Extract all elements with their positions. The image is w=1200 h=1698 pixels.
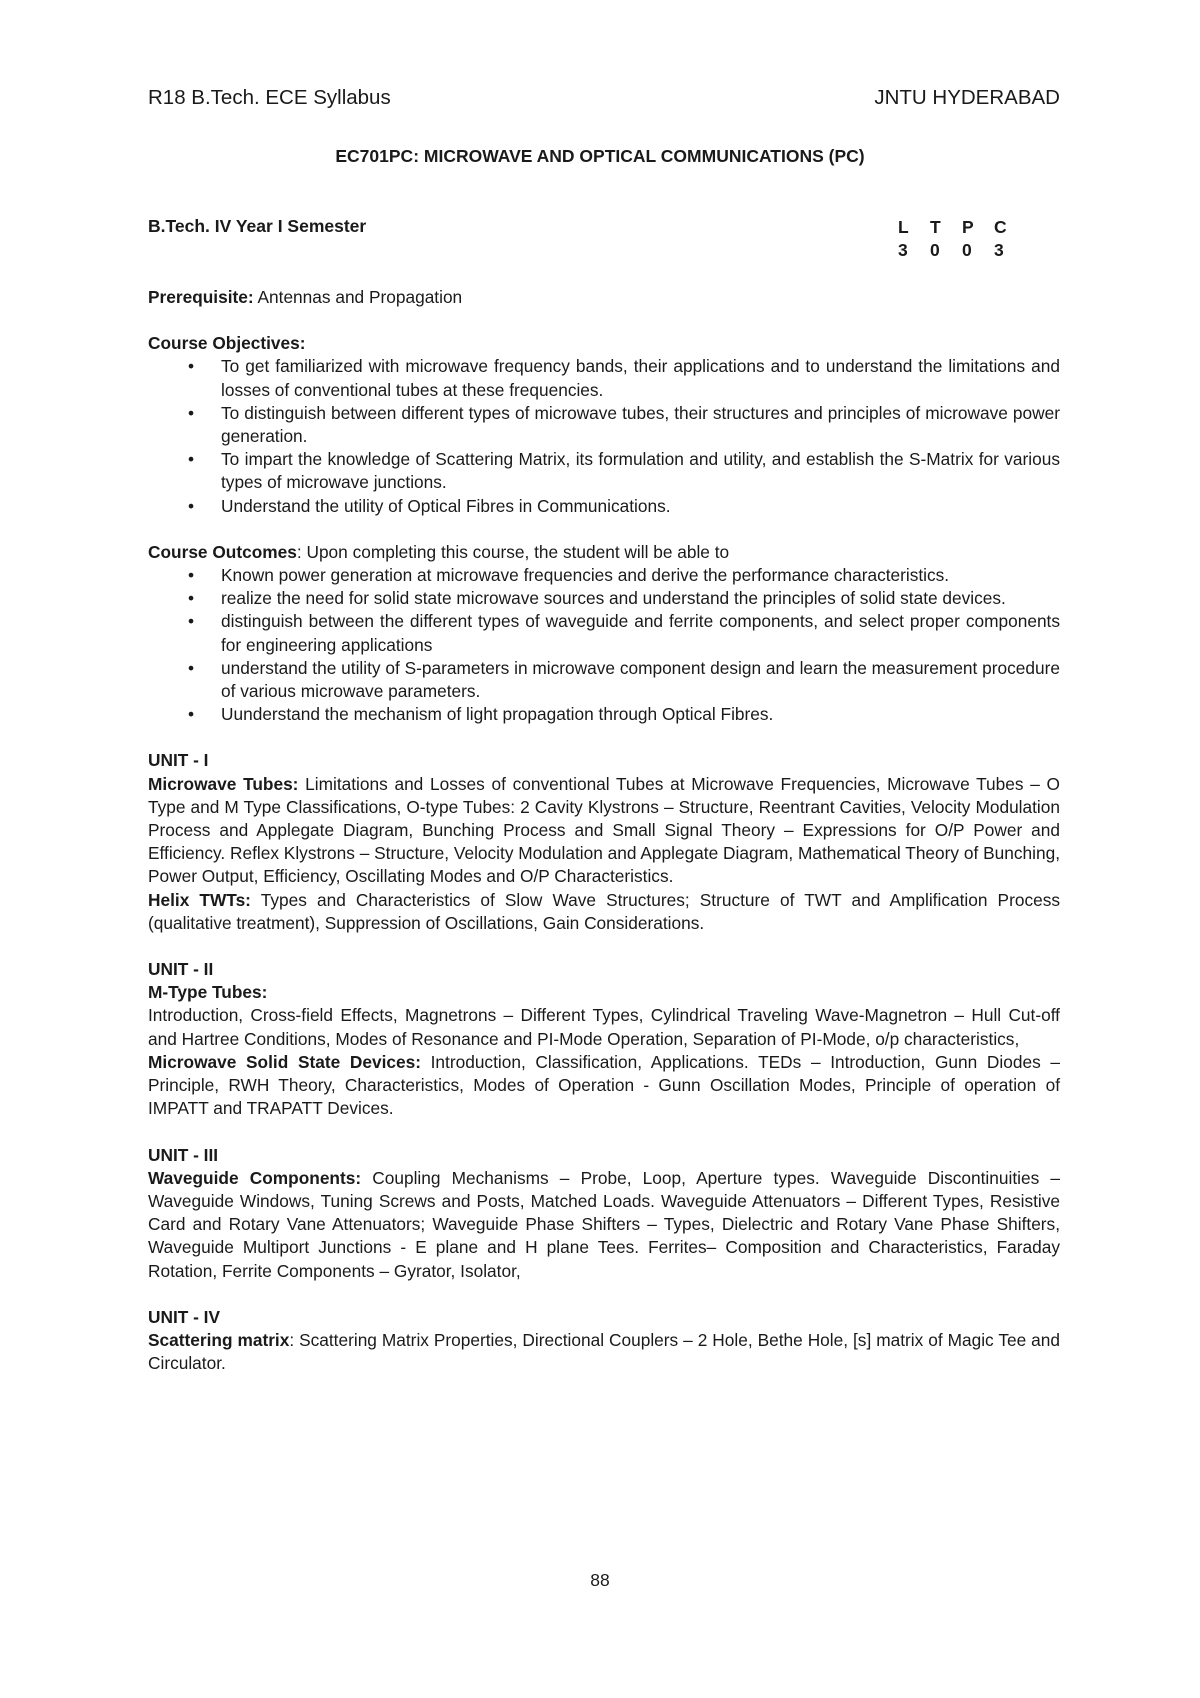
- ltpc-labels-row: [898, 216, 1026, 239]
- outcomes-intro: [148, 541, 1060, 564]
- ltpc-value: 0: [962, 240, 972, 260]
- outcomes-intro-text: : Upon completing this course, the student will be able to: [296, 541, 730, 562]
- bullet-icon: •: [188, 495, 195, 516]
- syllabus-content: [148, 286, 1060, 1375]
- topic-text: Coupling Mechanisms – Probe, Loop, Aperture types. Waveguide Discontinuities – Waveguide Windows, Tuning Screws and Posts, Matched Loads. Waveguide Attenuators – Different Types, Resistive Card and Rotary Vane Attenuators; Waveguide Phase Shifters – Types, Dielectric and Rotary Vane Phase Shifters, Waveguide Multiport Junctions - E plane and H plane Tees. Ferrites– Composition and Characteristics, Faraday Rotation, Ferrite Components – Gyrator, Isolator,: [148, 1167, 1060, 1281]
- unit-subheading: M-Type Tubes:: [148, 982, 268, 1003]
- objective-text: Understand the utility of Optical Fibres in Communications.: [221, 495, 671, 516]
- ltpc-label: L: [898, 217, 909, 237]
- objectives-heading: Course Objectives:: [148, 333, 306, 354]
- list-item: [148, 703, 1060, 726]
- list-item: [148, 564, 1060, 587]
- list-item: [148, 587, 1060, 610]
- unit-heading: UNIT - I: [148, 750, 209, 771]
- unit-paragraph: [148, 1004, 1060, 1050]
- topic-label: Scattering matrix: [148, 1329, 290, 1350]
- outcome-text: realize the need for solid state microwave sources and understand the principles of solid state devices.: [221, 588, 1006, 609]
- list-item: [148, 402, 1060, 448]
- objective-text: To impart the knowledge of Scattering Matrix, its formulation and utility, and establish the S-Matrix for various types of microwave junctions.: [221, 449, 1060, 493]
- page-number: 88: [590, 1570, 610, 1590]
- topic-text: Types and Characteristics of Slow Wave Structures; Structure of TWT and Amplification Process (qualitative treatment), Suppression of Oscillations, Gain Considerations.: [148, 889, 1060, 933]
- list-item: [148, 495, 1060, 518]
- ltpc-values-row: [898, 239, 1026, 262]
- outcomes-heading: Course Outcomes: [148, 541, 297, 562]
- list-item: [148, 355, 1060, 401]
- unit-heading: UNIT - IV: [148, 1306, 221, 1327]
- outcome-text: distinguish between the different types of waveguide and ferrite components, and select proper components for engineering applications: [221, 611, 1060, 655]
- objective-text: To get familiarized with microwave frequency bands, their applications and to understand the limitations and losses of conventional tubes at these frequencies.: [221, 356, 1060, 400]
- bullet-icon: •: [188, 449, 195, 470]
- topic-label: Microwave Tubes:: [148, 773, 299, 794]
- header-left-text: R18 B.Tech. ECE Syllabus: [148, 86, 391, 109]
- list-item: [148, 610, 1060, 656]
- unit-paragraph: [148, 889, 1060, 935]
- prerequisite-label: Prerequisite:: [148, 287, 254, 307]
- objective-text: To distinguish between different types of microwave tubes, their structures and principles of microwave power generation.: [221, 402, 1060, 447]
- ltpc-label: T: [930, 217, 941, 237]
- bullet-icon: •: [188, 402, 195, 423]
- topic-label: Microwave Solid State Devices:: [148, 1051, 421, 1072]
- ltpc-table: [898, 216, 1026, 262]
- unit-paragraph: [148, 1051, 1060, 1121]
- outcome-text: understand the utility of S-parameters in microwave component design and learn the measurement procedure of various microwave parameters.: [221, 657, 1060, 702]
- list-item: [148, 657, 1060, 703]
- prerequisite-text: Antennas and Propagation: [253, 287, 463, 307]
- ltpc-value: 3: [994, 240, 1004, 260]
- ltpc-value: 3: [898, 240, 908, 260]
- semester-label: B.Tech. IV Year I Semester: [148, 216, 367, 236]
- bullet-icon: •: [188, 356, 195, 377]
- unit-heading: UNIT - II: [148, 959, 214, 980]
- bullet-icon: •: [188, 704, 195, 725]
- bullet-icon: •: [188, 657, 195, 678]
- list-item: [148, 448, 1060, 494]
- topic-text: Introduction, Cross-field Effects, Magnetrons – Different Types, Cylindrical Traveling Wave-Magnetron – Hull Cut-off and Hartree Conditions, Modes of Resonance and PI-Mode Operation, Separation of PI-Mode, o/p characteristics,: [148, 1005, 1060, 1049]
- bullet-icon: •: [188, 588, 195, 609]
- ltpc-value: 0: [930, 240, 940, 260]
- ltpc-label: P: [962, 217, 974, 237]
- outcomes-list: [148, 564, 1060, 726]
- outcome-text: Known power generation at microwave frequencies and derive the performance characteristics.: [221, 565, 950, 586]
- topic-text: Limitations and Losses of conventional Tubes at Microwave Frequencies, Microwave Tubes – O Type and M Type Classifications, O-type Tubes: 2 Cavity Klystrons – Structure, Reentrant Cavities, Velocity Modulation Process and Applegate Diagram, Bunching Process and Small Signal Theory – Expressions for O/P Power and Efficiency. Reflex Klystrons – Structure, Velocity Modulation and Applegate Diagram, Mathematical Theory of Bunching, Power Output, Efficiency, Oscillating Modes and O/P Characteristics.: [148, 773, 1060, 887]
- bullet-icon: •: [188, 611, 195, 632]
- prerequisite: [148, 286, 1060, 309]
- header-right-text: JNTU HYDERABAD: [874, 86, 1060, 109]
- ltpc-label: C: [994, 217, 1007, 237]
- topic-text: : Scattering Matrix Properties, Directional Couplers – 2 Hole, Bethe Hole, [s] matrix of Magic Tee and Circulator.: [148, 1329, 1060, 1374]
- unit-paragraph: [148, 1329, 1060, 1375]
- topic-label: Helix TWTs:: [148, 889, 251, 910]
- running-header: [148, 86, 1060, 116]
- outcome-text: Uunderstand the mechanism of light propagation through Optical Fibres.: [221, 704, 774, 725]
- course-title: EC701PC: MICROWAVE AND OPTICAL COMMUNICATIONS (PC): [335, 146, 865, 166]
- bullet-icon: •: [188, 565, 195, 586]
- unit-paragraph: [148, 773, 1060, 889]
- unit-heading: UNIT - III: [148, 1144, 219, 1165]
- objectives-list: [148, 355, 1060, 517]
- topic-text: Introduction, Classification, Applications. TEDs – Introduction, Gunn Diodes – Principle, RWH Theory, Characteristics, Modes of Operation - Gunn Oscillation Modes, Principle of operation of IMPATT and TRAPATT Devices.: [148, 1051, 1061, 1119]
- unit-paragraph: [148, 1167, 1060, 1283]
- topic-label: Waveguide Components:: [148, 1167, 362, 1188]
